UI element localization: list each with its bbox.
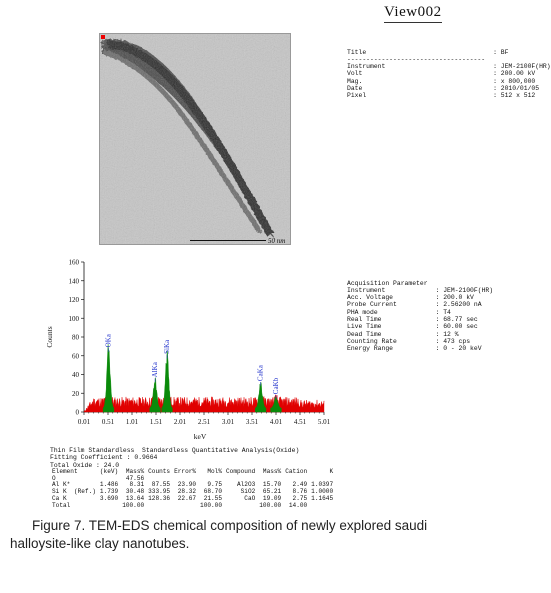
table-cell: 333.95 xyxy=(148,488,171,496)
table-cell: 47.56 xyxy=(125,474,145,482)
table-cell: 1.486 xyxy=(99,481,119,489)
peak-caka xyxy=(255,382,266,412)
image-info-value xyxy=(493,56,551,63)
caption-line-1: Figure 7. TEM-EDS chemical composition of newly explored saudi xyxy=(32,518,428,533)
acquisition-row xyxy=(347,345,493,352)
image-info-row xyxy=(347,63,551,70)
table-cell: 100.00 xyxy=(122,501,145,509)
x-tick-label: 3.01 xyxy=(221,418,235,426)
table-cell: 1.0000 xyxy=(311,488,334,496)
y-tick-label: 100 xyxy=(68,314,79,323)
image-info-key: Volt xyxy=(347,70,363,78)
peak-label: CaKb xyxy=(272,377,280,395)
acquisition-key: Acquisition Parameter xyxy=(347,279,428,287)
table-cell: 9.75 xyxy=(207,481,222,489)
marker-icon xyxy=(101,35,105,39)
acquisition-row xyxy=(347,331,493,338)
acquisition-key: Instrument xyxy=(347,286,386,294)
image-info-row xyxy=(347,85,551,92)
tem-micrograph-graphic xyxy=(100,34,290,244)
table-cell: CaO xyxy=(244,495,256,503)
table-cell: 2.49 xyxy=(292,481,308,489)
y-tick-label: 160 xyxy=(68,258,79,267)
x-tick-label: 0.01 xyxy=(77,418,91,426)
acquisition-key: Energy Range xyxy=(347,345,394,353)
image-info-value: : JEM-2100F(HR) xyxy=(493,63,551,71)
quantitative-analysis xyxy=(50,447,390,510)
acquisition-key: Acc. Voltage xyxy=(347,294,394,302)
table-row xyxy=(50,503,335,510)
table-cell: O xyxy=(52,474,56,482)
table-cell: 30.48 xyxy=(125,488,145,496)
x-tick-label: 4.51 xyxy=(293,418,307,426)
column-header: Compound xyxy=(226,467,256,475)
table-cell: 28.32 xyxy=(177,488,197,496)
image-info-row xyxy=(347,70,551,77)
image-info-row xyxy=(347,56,551,63)
acquisition-row xyxy=(347,294,493,301)
x-tick-label: 2.51 xyxy=(197,418,211,426)
table-cell: 100.00 xyxy=(259,501,282,509)
table-cell: 23.90 xyxy=(177,481,197,489)
image-info-row xyxy=(347,92,551,99)
column-header: Mol% xyxy=(207,467,222,475)
figure-caption xyxy=(0,517,492,553)
image-info-value: : 512 x 512 xyxy=(493,92,536,100)
acquisition-value xyxy=(436,280,494,287)
table-cell xyxy=(98,503,120,510)
eds-spectrum-chart xyxy=(36,254,336,444)
table-cell xyxy=(146,503,172,510)
image-info-row xyxy=(347,78,551,85)
peak-label: AlKa xyxy=(151,362,160,378)
acquisition-value: : 473 cps xyxy=(435,337,471,345)
acquisition-parameters xyxy=(347,265,493,360)
y-tick-label: 20 xyxy=(72,389,79,398)
table-cell: 8.76 xyxy=(292,488,308,496)
x-tick-label: 4.01 xyxy=(269,418,283,426)
table-cell: SiO2 xyxy=(240,488,256,496)
acquisition-row xyxy=(347,309,493,316)
table-cell: 14.00 xyxy=(288,501,308,509)
peak-label: OKa xyxy=(104,334,113,348)
table-cell xyxy=(224,503,257,510)
table-cell: 3.690 xyxy=(99,495,119,503)
acquisition-key: Probe Current xyxy=(347,301,397,309)
acquisition-key: Live Time xyxy=(347,323,382,331)
acquisition-value: : 60.00 sec xyxy=(435,323,478,331)
acquisition-row xyxy=(347,323,493,330)
table-cell: 13.64 xyxy=(125,495,145,503)
acquisition-value: : 200.0 kV xyxy=(435,294,474,302)
y-tick-label: 80 xyxy=(72,333,79,342)
analysis-table xyxy=(50,469,335,510)
table-cell: Ca K xyxy=(52,495,67,503)
acquisition-value: : JEM-2100F(HR) xyxy=(435,286,494,294)
peak-label: SiKa xyxy=(163,339,172,354)
table-cell: Al K* xyxy=(52,481,71,489)
y-tick-label: 140 xyxy=(68,277,79,286)
tem-micrograph xyxy=(99,33,291,245)
table-cell: 15.70 xyxy=(262,481,282,489)
table-cell: Si K (Ref.) xyxy=(52,488,96,496)
acquisition-key: Counting Rate xyxy=(347,337,397,345)
table-cell: 1.0397 xyxy=(311,481,334,489)
table-cell: 19.09 xyxy=(262,495,282,503)
x-axis-label: keV xyxy=(193,432,207,441)
image-info-key: Instrument xyxy=(347,63,386,71)
peak-label: CaKa xyxy=(256,365,265,382)
acquisition-key: Real Time xyxy=(347,316,382,324)
peak-alka xyxy=(150,378,161,412)
x-tick-label: 2.01 xyxy=(173,418,187,426)
x-tick-label: 1.51 xyxy=(149,418,163,426)
y-tick-label: 0 xyxy=(75,408,79,417)
acquisition-key: Dead Time xyxy=(347,330,382,338)
view-label: View002 xyxy=(384,4,442,20)
image-info-key: Title xyxy=(347,48,367,56)
acquisition-row xyxy=(347,316,493,323)
x-tick-label: 5.01 xyxy=(317,418,331,426)
column-header: Mass% xyxy=(125,467,145,475)
image-info-value: : x 800,000 xyxy=(493,77,536,85)
image-info-key: Mag. xyxy=(347,77,363,85)
table-cell xyxy=(309,503,335,510)
table-cell: 68.70 xyxy=(203,488,222,496)
acquisition-value: : 68.77 sec xyxy=(435,316,478,324)
acquisition-value: : 2.56200 nA xyxy=(435,301,482,309)
column-header: Counts xyxy=(148,467,171,475)
acquisition-value: : T4 xyxy=(435,308,451,316)
fitting-coefficient: Fitting Coefficient : 0.9664 xyxy=(50,454,158,462)
x-tick-label: 0.51 xyxy=(101,418,115,426)
image-info xyxy=(347,34,551,107)
acquisition-row xyxy=(347,301,493,308)
column-header: Error% xyxy=(174,467,197,475)
table-cell: 65.21 xyxy=(262,488,282,496)
table-cell: 1.739 xyxy=(99,488,119,496)
image-info-value: : 200.00 kV xyxy=(493,70,536,78)
y-tick-label: 120 xyxy=(68,296,79,304)
table-cell: 2.75 xyxy=(292,495,308,503)
y-axis-label: Counts xyxy=(45,326,54,348)
image-info-key: ------------------------------------ xyxy=(347,55,486,63)
column-header: Cation xyxy=(285,467,308,475)
x-tick-label: 3.51 xyxy=(245,418,259,426)
image-info-value: : BF xyxy=(493,48,509,56)
acquisition-key: PHA mode xyxy=(347,308,378,316)
table-cell: Total xyxy=(52,501,71,509)
image-info-value: : 2010/01/05 xyxy=(493,85,540,93)
caption-line-2: halloysite-like clay nanotubes. xyxy=(10,536,190,551)
column-header: Element xyxy=(52,467,78,475)
total-oxide: Total Oxide : 24.0 xyxy=(50,461,120,469)
analysis-title: Thin Film Standardless Standardless Quantitative Analysis(Oxide) xyxy=(50,447,300,454)
table-cell: 100.00 xyxy=(200,501,222,509)
x-tick-label: 1.01 xyxy=(125,418,139,426)
acquisition-row xyxy=(347,338,493,345)
table-cell: 1.1645 xyxy=(311,495,334,503)
acquisition-row xyxy=(347,287,493,294)
table-cell: 8.31 xyxy=(129,481,145,489)
acquisition-row xyxy=(347,280,493,287)
table-cell: 87.55 xyxy=(151,481,171,489)
acquisition-value: : 0 - 20 keV xyxy=(435,345,482,353)
column-header: Mass% xyxy=(262,467,282,475)
scale-bar-label: 50 nm xyxy=(268,237,286,245)
table-cell: Al2O3 xyxy=(236,481,256,489)
column-header: K xyxy=(329,467,334,475)
image-info-key: Date xyxy=(347,85,363,93)
table-cell: 128.36 xyxy=(148,495,171,503)
table-cell xyxy=(172,503,198,510)
y-tick-label: 60 xyxy=(72,352,79,361)
column-header: (keV) xyxy=(99,467,119,475)
scale-bar xyxy=(190,240,266,241)
background-spectrum xyxy=(84,386,324,412)
acquisition-value: : 12 % xyxy=(435,330,459,338)
y-tick-label: 40 xyxy=(72,371,79,379)
image-info-row xyxy=(347,49,551,56)
table-cell: 21.55 xyxy=(203,495,222,503)
image-info-key: Pixel xyxy=(347,92,367,100)
table-cell: 22.67 xyxy=(177,495,197,503)
